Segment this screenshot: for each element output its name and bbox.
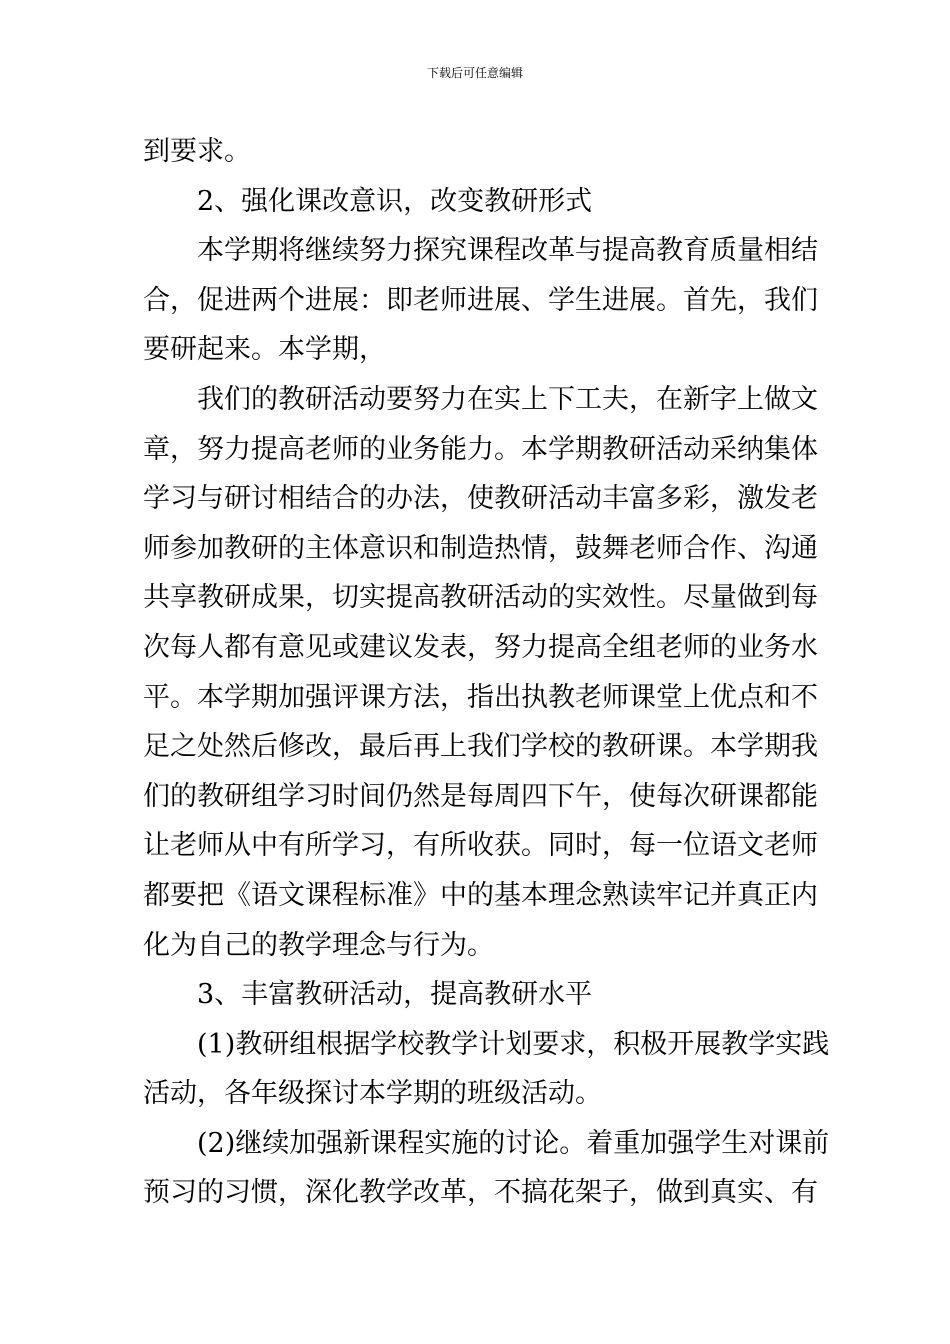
text-line: 到要求。 (143, 136, 251, 167)
text-line: (1)教研组根据学校教学计划要求，积极开展教学实践 (197, 1028, 830, 1060)
text-line: 共享教研成果，切实提高教研活动的实效性。尽量做到每 (143, 582, 818, 614)
text-line: 平。本学期加强评课方法，指出执教老师课堂上优点和不 (143, 681, 818, 713)
text-line: 预习的习惯，深化教学改革，不搞花架子，做到真实、有 (143, 1177, 818, 1209)
text-line: (2)继续加强新课程实施的讨论。着重加强学生对课前 (197, 1127, 830, 1159)
text-line: 师参加教研的主体意识和制造热情，鼓舞老师合作、沟通 (143, 532, 818, 564)
section-heading: 2、强化课改意识，改变教研形式 (197, 185, 593, 217)
text-line: 我们的教研活动要努力在实上下工夫，在新字上做文 (197, 383, 818, 415)
text-line: 学习与研讨相结合的办法，使教研活动丰富多彩，激发老 (143, 483, 818, 515)
page-header: 下载后可任意编辑 (426, 66, 523, 80)
section-heading: 3、丰富教研活动，提高教研水平 (197, 979, 593, 1011)
text-line: 章，努力提高老师的业务能力。本学期教研活动采纳集体 (143, 433, 818, 465)
text-line: 足之处然后修改，最后再上我们学校的教研课。本学期我 (143, 731, 818, 763)
text-line: 化为自己的教学理念与行为。 (143, 929, 494, 961)
text-line: 要研起来。本学期， (143, 334, 386, 366)
text-line: 本学期将继续努力探究课程改革与提高教育质量相结 (197, 235, 818, 267)
text-line: 们的教研组学习时间仍然是每周四下午，使每次研课都能 (143, 780, 818, 812)
document-body (143, 127, 830, 1218)
text-line: 让老师从中有所学习，有所收获。同时，每一位语文老师 (143, 830, 818, 862)
text-line: 次每人都有意见或建议发表，努力提高全组老师的业务水 (143, 631, 818, 663)
text-line: 活动，各年级探讨本学期的班级活动。 (143, 1078, 602, 1110)
text-line: 合，促进两个进展：即老师进展、学生进展。首先，我们 (143, 284, 818, 316)
text-line: 都要把《语文课程标准》中的基本理念熟读牢记并真正内 (143, 879, 818, 911)
